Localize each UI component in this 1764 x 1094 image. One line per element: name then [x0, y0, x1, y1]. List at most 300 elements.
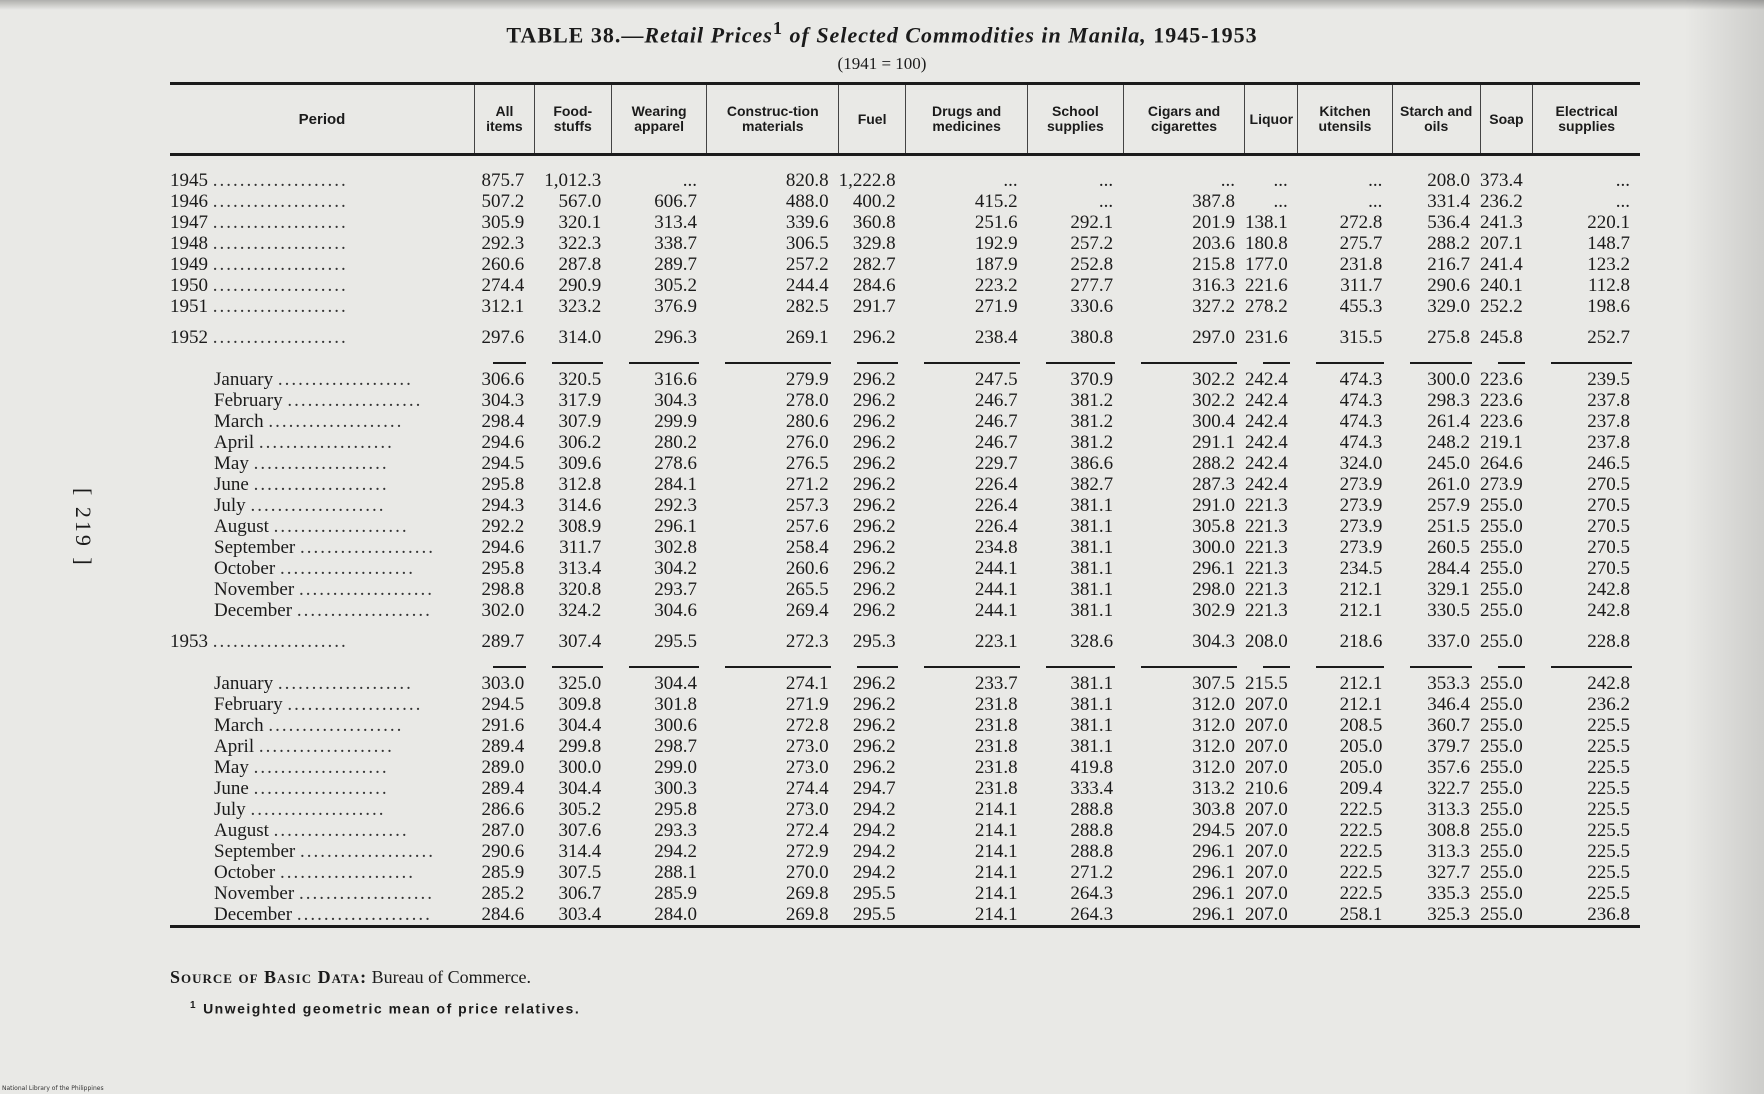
value-cell: 221.6 [1244, 275, 1288, 296]
leader-dots: .................... [253, 778, 389, 799]
value-cell: 296.1 [1192, 883, 1235, 904]
value-cell: 223.1 [974, 630, 1018, 652]
month-row [170, 778, 1640, 799]
value-cell: 278.2 [1244, 296, 1288, 317]
value-cell: 255.0 [1480, 694, 1523, 715]
column-header: Electrical supplies [1533, 84, 1640, 155]
value-cell: 304.6 [654, 600, 697, 621]
value-cell: 221.3 [1244, 537, 1288, 558]
value-cell: 324.0 [1339, 453, 1383, 474]
value-cell: 252.8 [1070, 254, 1114, 275]
value-cell: 255.0 [1480, 883, 1523, 904]
value-cell: 251.5 [1427, 516, 1471, 537]
value-cell: 306.6 [481, 369, 525, 390]
value-cell: 272.8 [1339, 212, 1383, 233]
value-cell: 820.8 [785, 170, 829, 191]
table-title [0, 18, 1764, 48]
period-cell [170, 841, 475, 862]
value-cell: 296.2 [852, 537, 896, 558]
value-cell: 382.7 [1070, 474, 1114, 495]
value-cell: 296.2 [852, 579, 896, 600]
value-cell: 298.0 [1192, 579, 1235, 600]
period-label: 1948 [170, 233, 208, 254]
value-cell: 305.9 [481, 212, 525, 233]
value-cell: 231.8 [974, 736, 1018, 757]
month-row [170, 820, 1640, 841]
value-cell: 255.0 [1480, 904, 1533, 927]
value-cell: 289.4 [481, 736, 525, 757]
column-header: Starch and oils [1392, 84, 1480, 155]
rule-cell [1392, 661, 1480, 673]
month-row [170, 862, 1640, 883]
value-cell: 400.2 [852, 191, 896, 212]
month-row [170, 579, 1640, 600]
value-cell: 242.4 [1244, 411, 1288, 432]
rule-cell [1123, 357, 1245, 369]
value-cell: 245.0 [1427, 453, 1471, 474]
value-cell: 214.1 [906, 904, 1028, 927]
value-cell: 307.6 [558, 820, 602, 841]
value-cell: 229.7 [974, 453, 1018, 474]
value-cell: 295.5 [654, 630, 697, 652]
value-cell: 304.4 [654, 673, 697, 694]
period-label: 1946 [170, 191, 208, 212]
column-header: All items [475, 84, 535, 155]
value-cell: 212.1 [1339, 694, 1383, 715]
value-cell: 305.2 [558, 799, 602, 820]
value-cell: 284.6 [852, 275, 896, 296]
value-cell: 308.8 [1427, 820, 1471, 841]
value-cell: 292.3 [481, 233, 525, 254]
period-cell [170, 317, 475, 357]
title-footnote-mark: 1 [772, 18, 783, 38]
value-cell: 305.2 [654, 275, 697, 296]
period-cell [170, 883, 475, 904]
value-cell: 304.2 [654, 558, 697, 579]
value-cell: 272.3 [785, 630, 829, 652]
period-cell [170, 170, 475, 191]
value-cell: 177.0 [1244, 254, 1288, 275]
period-label: May [214, 453, 249, 474]
value-cell: 242.8 [1587, 600, 1630, 621]
rule-cell [1480, 661, 1533, 673]
year-row [170, 191, 1640, 212]
period-label: October [214, 862, 276, 883]
value-cell: 219.1 [1480, 432, 1523, 453]
value-cell: 295.8 [481, 474, 525, 495]
value-cell: 257.3 [785, 495, 829, 516]
value-cell: 328.6 [1070, 630, 1114, 652]
value-cell: 242.4 [1244, 432, 1288, 453]
footnote [190, 1000, 580, 1017]
value-cell: 567.0 [558, 191, 602, 212]
value-cell: 234.5 [1339, 558, 1383, 579]
value-cell: 187.9 [974, 254, 1018, 275]
value-cell: 286.6 [481, 799, 525, 820]
value-cell: 231.8 [974, 715, 1018, 736]
value-cell: 261.0 [1427, 474, 1471, 495]
value-cell: 291.0 [1192, 495, 1235, 516]
value-cell: 296.2 [852, 390, 896, 411]
value-cell: 288.1 [654, 862, 697, 883]
underline-rule [1046, 666, 1115, 668]
underline-rule [725, 666, 831, 668]
value-cell: 278.6 [654, 453, 697, 474]
value-cell: 288.8 [1070, 820, 1114, 841]
value-cell: 294.3 [481, 495, 525, 516]
value-cell: 299.0 [654, 757, 697, 778]
year-row [170, 275, 1640, 296]
value-cell: 353.3 [1427, 673, 1471, 694]
value-cell: 270.5 [1587, 474, 1630, 495]
value-cell: 255.0 [1480, 778, 1523, 799]
value-cell: 210.6 [1244, 778, 1288, 799]
value-cell: 225.5 [1587, 778, 1630, 799]
month-row [170, 369, 1640, 390]
value-cell: 311.7 [1340, 275, 1383, 296]
value-cell: 330.5 [1427, 600, 1471, 621]
value-cell: 323.2 [558, 296, 602, 317]
column-header: Fuel [839, 84, 906, 155]
underline-rule [725, 362, 831, 364]
value-cell: 307.4 [558, 630, 602, 652]
value-cell: 260.6 [481, 254, 525, 275]
leader-dots: .................... [296, 600, 432, 621]
footnote-mark: 1 [190, 1000, 198, 1011]
leader-dots: .................... [279, 862, 415, 883]
source-text: Bureau of Commerce. [371, 967, 532, 987]
period-label: December [214, 904, 293, 925]
value-cell: 237.8 [1587, 432, 1630, 453]
value-cell: 209.4 [1339, 778, 1383, 799]
value-cell: 309.8 [558, 694, 602, 715]
value-cell: ... [1273, 191, 1288, 212]
value-cell: 260.5 [1427, 537, 1471, 558]
column-header: Kitchen utensils [1298, 84, 1393, 155]
underline-rule [1410, 362, 1472, 364]
underline-rule [629, 362, 699, 364]
value-cell: 223.6 [1480, 369, 1523, 390]
value-cell: 315.5 [1339, 326, 1383, 348]
value-cell: 474.3 [1339, 390, 1383, 411]
period-label: July [214, 799, 246, 820]
year-row [170, 212, 1640, 233]
value-cell: 287.3 [1192, 474, 1235, 495]
value-cell: 507.2 [481, 191, 525, 212]
value-cell: 304.4 [558, 778, 602, 799]
period-cell [170, 715, 475, 736]
value-cell: ... [1003, 170, 1018, 191]
value-cell: 606.7 [654, 191, 697, 212]
value-cell: 309.6 [558, 453, 602, 474]
value-cell: 289.4 [481, 778, 525, 799]
month-row [170, 516, 1640, 537]
value-cell: 242.4 [1244, 390, 1288, 411]
value-cell: 222.5 [1339, 862, 1383, 883]
period-cell [170, 736, 475, 757]
value-cell: 1,012.3 [544, 170, 602, 191]
footnote-text: Unweighted geometric mean of price relatives. [203, 1000, 581, 1017]
value-cell: 255.0 [1480, 673, 1523, 694]
value-cell: 331.4 [1427, 191, 1471, 212]
month-row [170, 432, 1640, 453]
value-cell: 296.2 [852, 516, 896, 537]
value-cell: 386.6 [1070, 453, 1114, 474]
value-cell: 294.2 [654, 841, 697, 862]
period-cell [170, 254, 475, 275]
value-cell: 272.8 [785, 715, 829, 736]
period-cell [170, 390, 475, 411]
value-cell: 123.2 [1587, 254, 1630, 275]
value-cell: 291.1 [1192, 432, 1235, 453]
period-label: November [214, 883, 295, 904]
period-cell [170, 621, 475, 661]
leader-dots: .................... [212, 275, 348, 296]
period-label: February [214, 390, 283, 411]
period-cell [170, 757, 475, 778]
value-cell: 280.2 [654, 432, 697, 453]
column-header: Soap [1480, 84, 1533, 155]
month-row [170, 841, 1640, 862]
value-cell: 277.7 [1070, 275, 1114, 296]
value-cell: 381.1 [1070, 537, 1114, 558]
rule-cell [1480, 357, 1533, 369]
value-cell: 237.8 [1587, 411, 1630, 432]
value-cell: 228.8 [1587, 630, 1630, 652]
value-cell: 333.4 [1070, 778, 1114, 799]
value-cell: 298.7 [654, 736, 697, 757]
value-cell: 255.0 [1480, 736, 1523, 757]
value-cell: 207.0 [1244, 757, 1288, 778]
value-cell: 320.8 [558, 579, 602, 600]
value-cell: 207.0 [1245, 904, 1298, 927]
value-cell: 269.4 [785, 600, 829, 621]
value-cell: 218.6 [1339, 630, 1383, 652]
month-row [170, 495, 1640, 516]
value-cell: 357.6 [1427, 757, 1471, 778]
value-cell: 214.1 [974, 883, 1018, 904]
value-cell: 274.4 [481, 275, 525, 296]
value-cell: 307.9 [558, 411, 602, 432]
value-cell: 301.8 [654, 694, 697, 715]
value-cell: 474.3 [1339, 432, 1383, 453]
title-text-continued: of Selected Commodities in Manila, [783, 22, 1147, 48]
period-cell [170, 369, 475, 390]
leader-dots: .................... [279, 558, 415, 579]
value-cell: 273.9 [1339, 537, 1383, 558]
value-cell: 221.3 [1244, 558, 1288, 579]
value-cell: 370.9 [1070, 369, 1114, 390]
value-cell: 305.8 [1192, 516, 1235, 537]
value-cell: 221.3 [1244, 579, 1288, 600]
rule-cell [534, 661, 611, 673]
value-cell: ... [1098, 191, 1114, 212]
value-cell: 308.9 [558, 516, 602, 537]
value-cell: 245.8 [1480, 326, 1523, 348]
value-cell: 287.0 [481, 820, 525, 841]
period-label: 1947 [170, 212, 208, 233]
value-cell: 216.7 [1427, 254, 1471, 275]
period-cell [170, 537, 475, 558]
period-label: 1953 [170, 630, 208, 652]
leader-dots: .................... [212, 170, 348, 191]
value-cell: 205.0 [1339, 736, 1383, 757]
underline-rule [1263, 362, 1290, 364]
rule-cell [839, 661, 906, 673]
column-header: Food-stuffs [534, 84, 611, 155]
value-cell: 255.0 [1480, 516, 1523, 537]
value-cell: 207.0 [1244, 715, 1288, 736]
value-cell: 244.4 [785, 275, 829, 296]
value-cell: 306.2 [558, 432, 602, 453]
value-cell: 282.5 [785, 296, 829, 317]
value-cell: 296.1 [1192, 862, 1235, 883]
value-cell: 255.0 [1480, 558, 1523, 579]
value-cell: 329.0 [1427, 296, 1471, 317]
value-cell: 381.1 [1070, 579, 1114, 600]
value-cell: 252.7 [1587, 326, 1630, 348]
value-cell: 329.1 [1427, 579, 1471, 600]
month-row [170, 600, 1640, 621]
value-cell: 276.0 [785, 432, 829, 453]
value-cell: 295.8 [654, 799, 697, 820]
period-label: 1950 [170, 275, 208, 296]
value-cell: 221.3 [1244, 600, 1288, 621]
value-cell: 294.6 [481, 537, 525, 558]
value-cell: 313.2 [1192, 778, 1235, 799]
period-cell [170, 820, 475, 841]
value-cell: 257.2 [1070, 233, 1114, 254]
page-edge-shadow [0, 0, 1764, 10]
period-cell [170, 694, 475, 715]
value-cell: 225.5 [1587, 820, 1630, 841]
rule-row [170, 357, 1640, 369]
value-cell: 299.9 [654, 411, 697, 432]
value-cell: 296.2 [852, 411, 896, 432]
value-cell: 271.2 [1070, 862, 1114, 883]
value-cell: 296.3 [654, 326, 697, 348]
period-label: October [214, 558, 276, 579]
value-cell: 311.7 [559, 537, 602, 558]
value-cell: 325.3 [1392, 904, 1480, 927]
value-cell: 474.3 [1339, 411, 1383, 432]
value-cell: 288.8 [1070, 799, 1114, 820]
value-cell: 208.0 [1244, 630, 1288, 652]
value-cell: 207.0 [1244, 820, 1288, 841]
value-cell: 275.8 [1427, 326, 1471, 348]
value-cell: 306.5 [785, 233, 829, 254]
value-cell: 285.9 [654, 883, 697, 904]
value-cell: 271.9 [785, 694, 829, 715]
value-cell: 296.1 [654, 516, 697, 537]
value-cell: 287.8 [558, 254, 602, 275]
value-cell: 419.8 [1070, 757, 1114, 778]
price-table [170, 82, 1640, 928]
period-label: April [214, 736, 255, 757]
value-cell: 192.9 [974, 233, 1018, 254]
value-cell: 324.2 [558, 600, 602, 621]
leader-dots: .................... [296, 904, 432, 925]
period-label: December [214, 600, 293, 621]
value-cell: 226.4 [974, 495, 1018, 516]
value-cell: 275.7 [1339, 233, 1383, 254]
value-cell: 244.1 [974, 579, 1018, 600]
value-cell: 415.2 [974, 191, 1018, 212]
leader-dots: .................... [300, 841, 436, 862]
leader-dots: .................... [258, 432, 394, 453]
value-cell: 226.4 [974, 474, 1018, 495]
value-cell: 273.0 [785, 799, 829, 820]
value-cell: 255.0 [1480, 537, 1523, 558]
value-cell: 273.9 [1339, 495, 1383, 516]
value-cell: 148.7 [1587, 233, 1630, 254]
value-cell: 312.1 [481, 296, 525, 317]
period-label: January [214, 369, 274, 390]
month-row [170, 537, 1640, 558]
value-cell: 285.2 [481, 883, 525, 904]
rule-cell [170, 661, 475, 673]
title-years: 1945-1953 [1153, 22, 1258, 48]
period-cell [170, 799, 475, 820]
value-cell: 299.8 [558, 736, 602, 757]
header-row [170, 84, 1640, 155]
value-cell: 221.3 [1244, 495, 1288, 516]
value-cell: 294.2 [852, 862, 896, 883]
value-cell: 379.7 [1427, 736, 1471, 757]
underline-rule [1141, 666, 1237, 668]
value-cell: 300.4 [1192, 411, 1235, 432]
month-row [170, 799, 1640, 820]
period-label: August [214, 820, 269, 841]
leader-dots: .................... [268, 411, 404, 432]
value-cell: 330.6 [1070, 296, 1114, 317]
value-cell: 223.2 [974, 275, 1018, 296]
value-cell: 325.0 [558, 673, 602, 694]
leader-dots: .................... [300, 537, 436, 558]
value-cell: 222.5 [1339, 799, 1383, 820]
value-cell: 295.3 [852, 630, 896, 652]
period-cell [170, 673, 475, 694]
period-label: November [214, 579, 295, 600]
value-cell: 292.2 [481, 516, 525, 537]
leader-dots: .................... [298, 883, 434, 904]
value-cell: ... [1368, 191, 1383, 212]
value-cell: 280.6 [785, 411, 829, 432]
period-cell [170, 579, 475, 600]
underline-rule [493, 666, 527, 668]
value-cell: 241.4 [1480, 254, 1523, 275]
rule-cell [1028, 357, 1123, 369]
underline-rule [1498, 362, 1525, 364]
table-body [170, 155, 1640, 927]
value-cell: 231.8 [974, 778, 1018, 799]
rule-cell [1028, 661, 1123, 673]
value-cell: 246.7 [974, 432, 1018, 453]
leader-dots: .................... [253, 453, 389, 474]
value-cell: 296.2 [852, 326, 896, 348]
leader-dots: .................... [250, 799, 386, 820]
rule-cell [1298, 661, 1393, 673]
value-cell: 320.1 [558, 212, 602, 233]
value-cell: 312.0 [1192, 736, 1235, 757]
spacer-row [170, 155, 1640, 171]
value-cell: 1,222.8 [838, 170, 896, 191]
value-cell: 221.3 [1244, 516, 1288, 537]
value-cell: 264.6 [1480, 453, 1523, 474]
value-cell: 255.0 [1480, 841, 1523, 862]
month-row [170, 883, 1640, 904]
rule-cell [1123, 661, 1245, 673]
